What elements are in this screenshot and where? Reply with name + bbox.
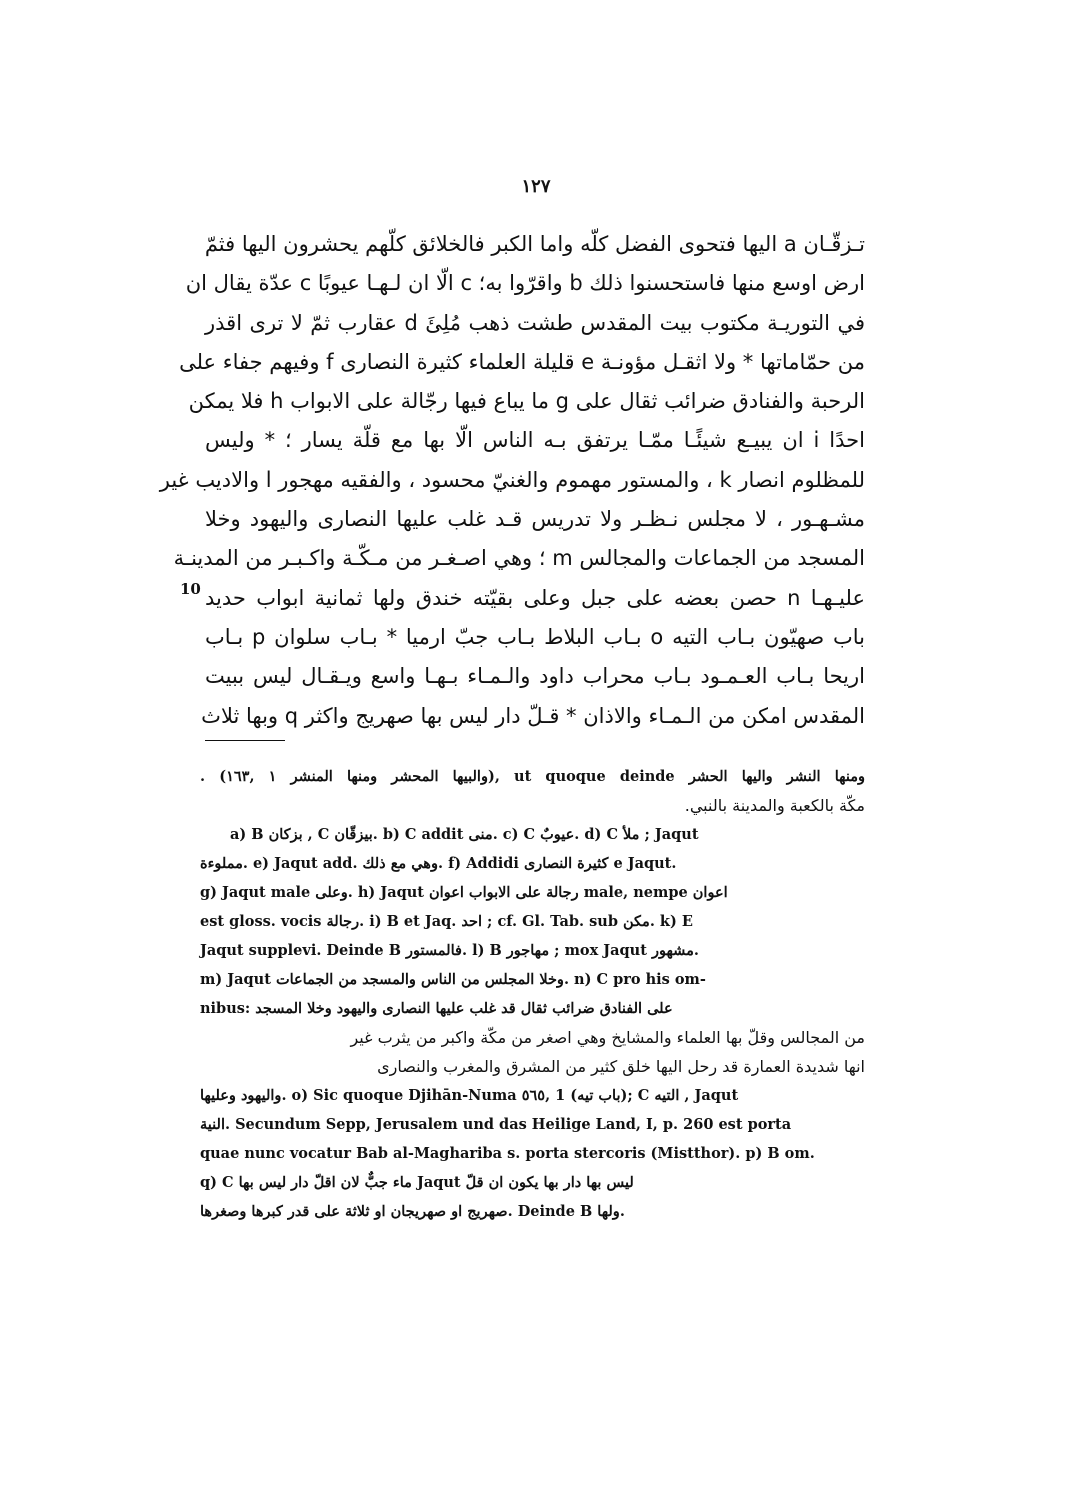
footnote-line: est gloss. vocis رجالة. i) B et Jaq. احد ; cf. Gl. Tab. sub مكن. k) E [200,913,693,930]
footnote-line: من المجالس وقلّ بها العلماء والمشايخ وهي اصغر من مكّة واكبر من يثرب غير [350,1028,865,1047]
text-line: المسجد من الجماعات والمجالس m ؛ وهي اصـغـر من مـكّـة واكـبـر من المدينـة [173,546,865,571]
line-number-marker: 10 [180,580,201,598]
text-line: المقدس امكن من الـمـاء والاذان * قـلّ دار ليس بها صهريج واكثر q وبها ثلاث [201,703,865,728]
text-line: الرحبة والفنادق ضرائب ثقال على g ما يباع فيها رجّالة على الابواب h فلا يمكن [188,389,865,414]
footnotes-block [200,762,865,1226]
text-line: باب صهيّون بـاب التيه o بـاب البلاط بـاب جبّ ارميا * بـاب سلوان p بـاب [205,624,865,649]
footnote-line: النية. Secundum Sepp, Jerusalem und das Heilige Land, I, p. 260 est porta [200,1116,792,1133]
footnote-line: nibus: على الفنادق ضرائب ثقال قد غلب عليها النصارى واليهود وخلا المسجد [200,1000,673,1017]
text-line: تـزقّـان a اليها فتحوى الفضل كلّه واما الكبر فالخلائق كلّهم يحشرون اليها فثمّ [204,232,865,256]
footnote-line: . (والبيها المحشر ومنها المنشر ١ ,١٦٣), ut quoque deinde ومنها النشر واليها الحشر [200,768,865,785]
footnote-line: انها شديدة العمارة قد رحل اليها خلق كثير من المشرق والمغرب والنصارى [377,1057,865,1076]
footnote-line: m) Jaqut وخلا المجلس من الناس والمسجد من الجماعات. n) C pro his om- [200,971,706,988]
text-line: ارض اوسع منها فاستحسنوا ذلك b واقرّوا به؛ c الّا ان لـهـا عيوبًا c عدّة يقال ان [185,271,865,296]
text-line: عليـهـا n حصن بعضه على جبل وعلى بقيّته خندق ولها ثمانية ابواب حديد [205,585,865,610]
page-number: ١٢٧ [521,176,551,197]
footnote-line: صهريج او صهريجان او ثلاثة على قدر كبرها وصغرها. Deinde B ولها. [200,1203,625,1220]
footnote-line: Jaqut supplevi. Deinde B فالمستور. l) B مهاجور ; mox Jaqut مشهور. [200,942,699,959]
text-line: في التوريـة مكتوب بيت المقدس طشت ذهب مُلِئَ d عقارب ثمّ لا ترى اقذر [205,310,865,335]
footnote-line: quae nunc vocatur Bab al-Maghariba s. porta stercoris (Mistthor). p) B om. [200,1145,815,1162]
footnote-line: q) C ماء جبٌّ لان اقلّ دار ليس بها Jaqut ليس بها دار بها يكون ان قلّ [200,1174,634,1191]
text-line: للمظلوم انصار k ، والمستور مهموم والغنيّ محسود ، والفقيه مهجور l والاديب غير [159,467,865,492]
text-line: مشـهـور ، لا مجلس نـظـر ولا تدريس قـد غلب عليها النصارى واليهود وخلا [205,507,865,532]
text-line: من حمّاماتها * ولا اثقـل مؤونـة e قليلة العلماء كثيرة النصارى f وفيهم جفاء على [179,349,865,374]
text-line: احدًا i ان يبيـع شيئًـا ممّـا يرتفق بـه الناس الّا بها مع قلّة يسار ؛ * وليس [205,428,865,453]
footnote-line: g) Jaqut male وعلى. h) Jaqut رجالة على الابواب اعوان male, nempe اعوان [200,884,728,901]
footnote-line: مكّة بالكعبة والمدينة بالنبي. [684,796,865,815]
footnote-line: واليهود وعليها. o) Sic quoque Djihān-Numa ٥٦٥, 1 (باب تيه); C التيه , Jaqut [200,1087,739,1104]
footnote-line: a) B بزكان , C بيزقّان. b) C addit منى. c) C عيوبٌ. d) C ملأ ; Jaqut [230,826,699,843]
text-line: اريحا بـاب العـمـود بـاب محراب داود والـمـاء بـهـا واسع ويـقـال ليس ببيت [205,664,865,689]
footnote-divider [205,740,285,741]
footnote-line: مملوءة. e) Jaqut add. وهي مع ذلك. f) Addidi كثيرة النصارى e Jaqut. [200,855,677,872]
